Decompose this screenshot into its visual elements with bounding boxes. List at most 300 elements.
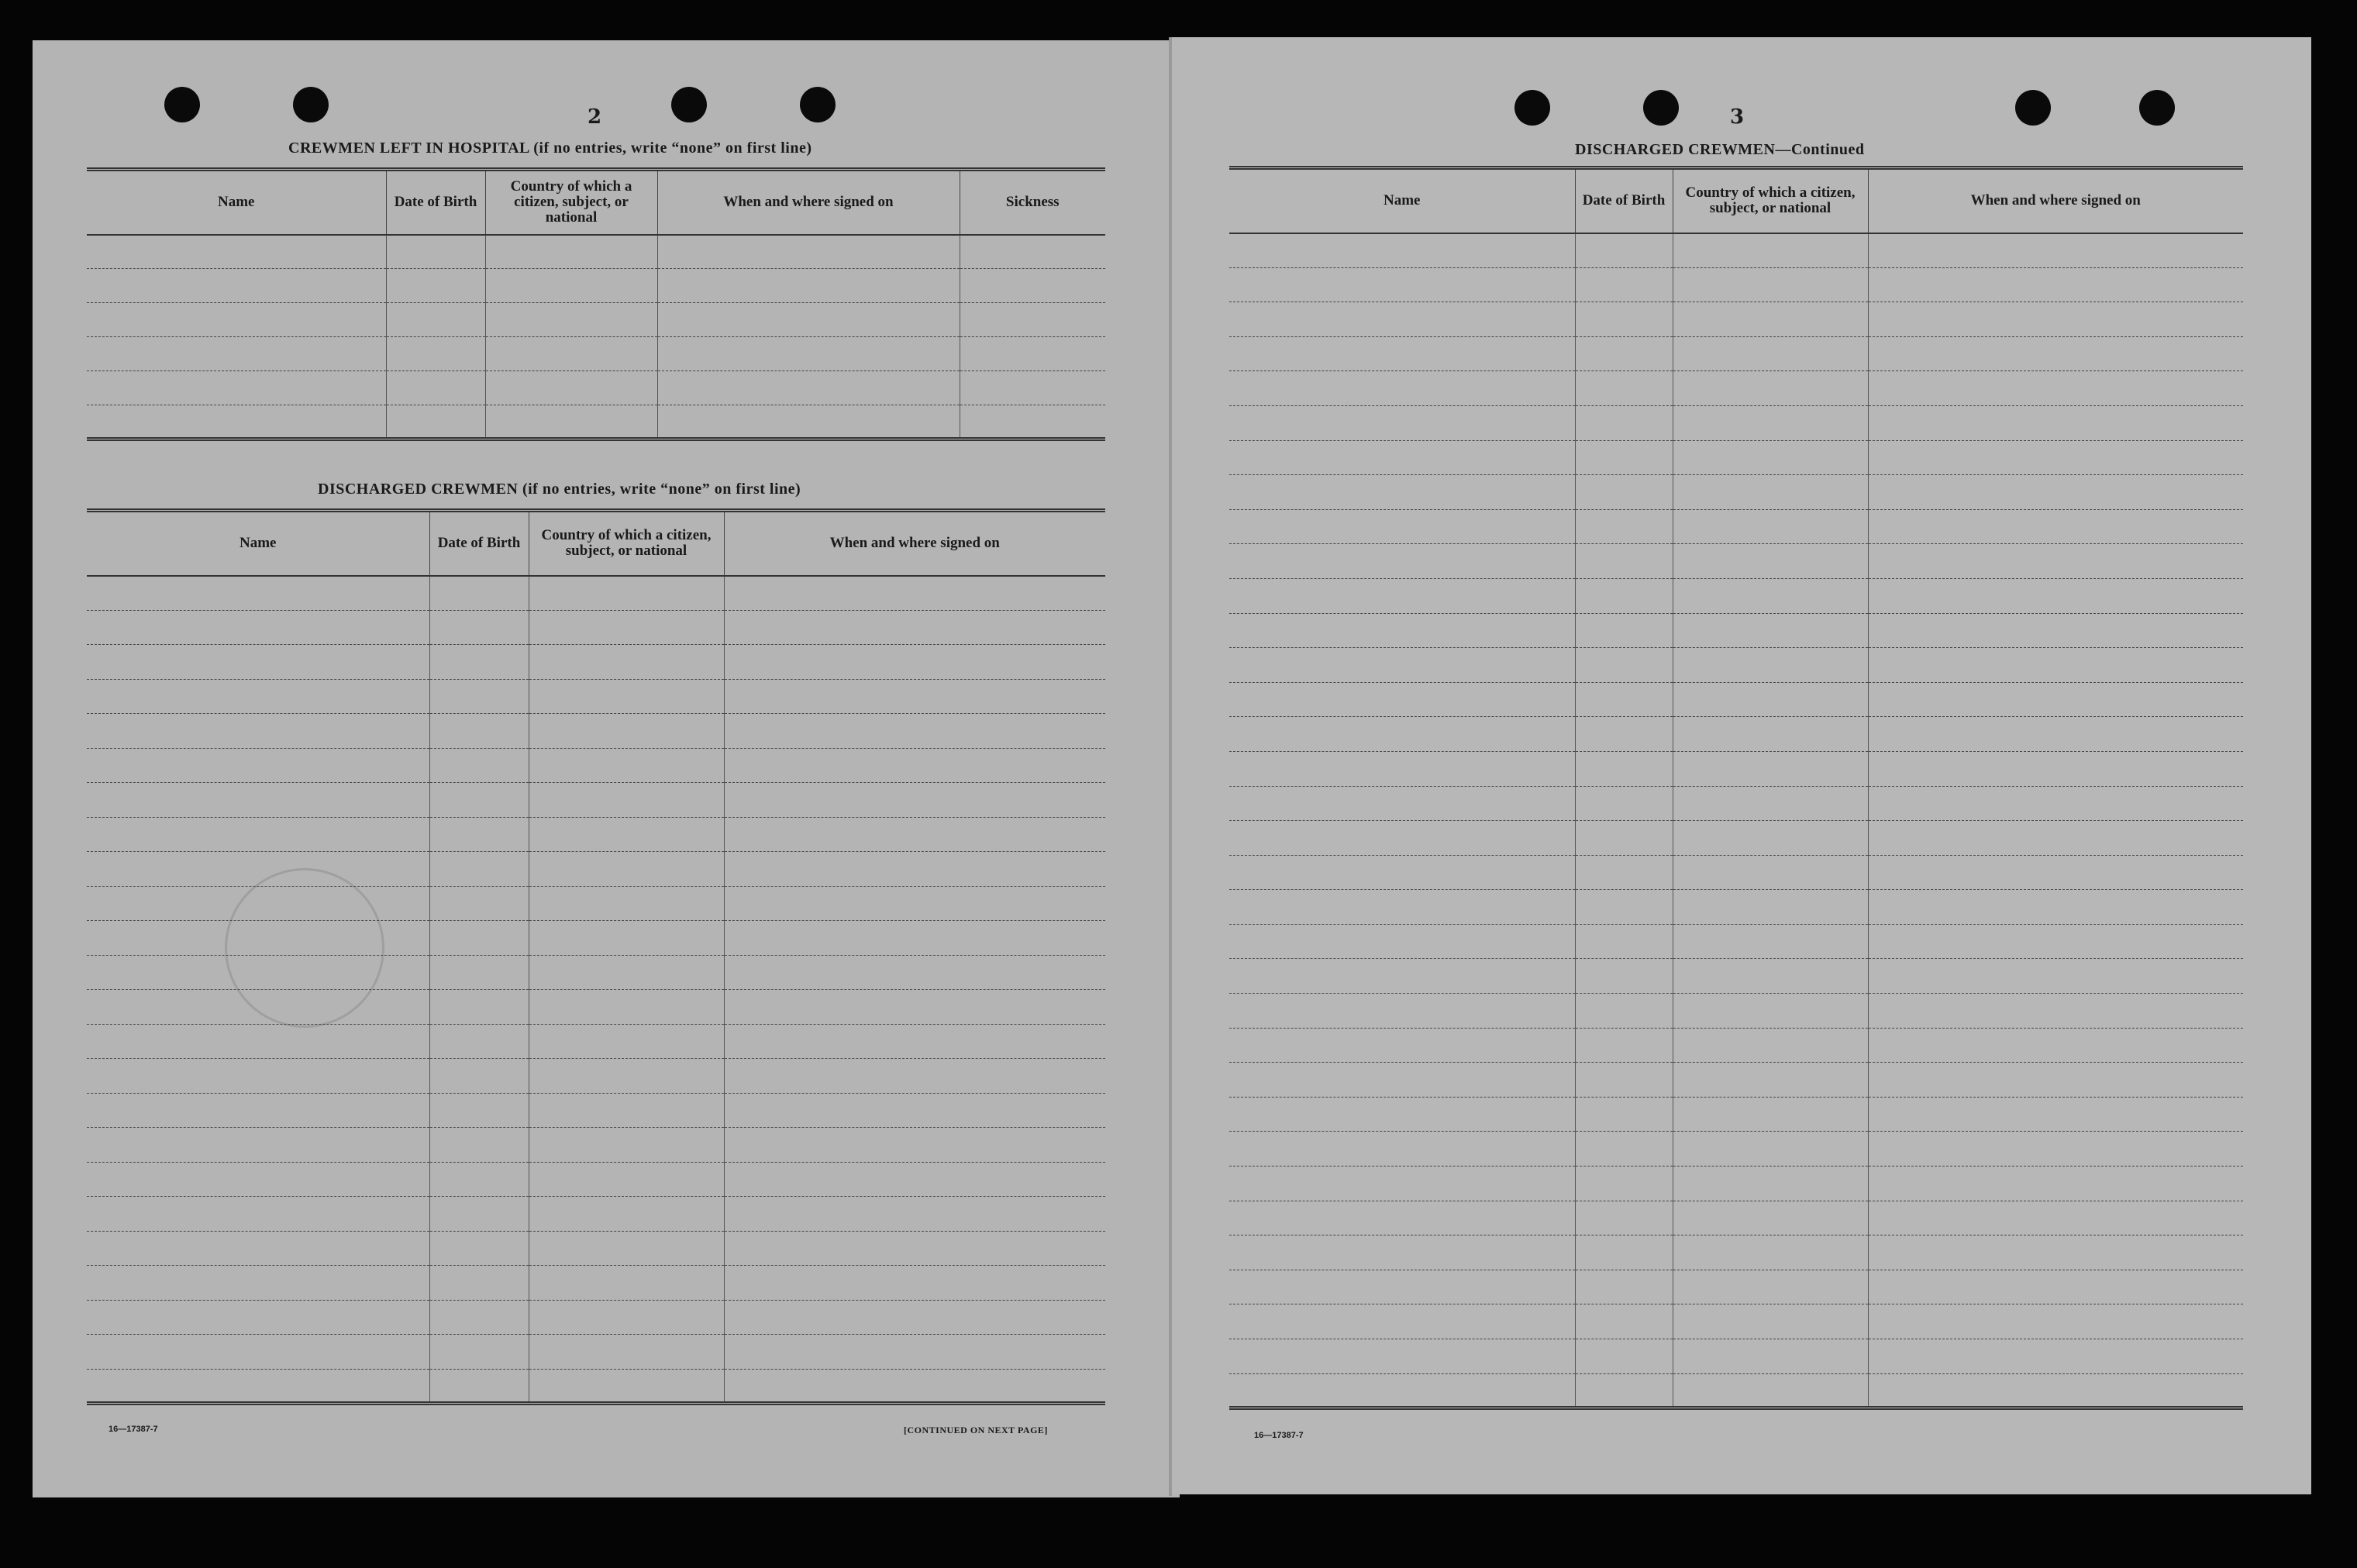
empty-cell <box>960 337 1105 371</box>
empty-cell <box>1673 1270 1868 1304</box>
table-row <box>1229 1132 2243 1167</box>
empty-cell <box>1868 1097 2243 1132</box>
table-row <box>87 1197 1105 1232</box>
table-row <box>1229 1270 2243 1304</box>
discharged-section-title: DISCHARGED CREWMEN (if no entries, write “none” on first line) <box>318 481 801 498</box>
empty-cell <box>529 1197 724 1232</box>
empty-cell <box>1575 648 1673 683</box>
empty-cell <box>1575 994 1673 1029</box>
empty-cell <box>529 852 724 887</box>
empty-cell <box>87 1093 429 1128</box>
empty-cell <box>1575 1063 1673 1098</box>
table-row <box>87 1059 1105 1094</box>
table-row <box>87 337 1105 371</box>
empty-cell <box>529 1059 724 1094</box>
empty-cell <box>1575 821 1673 856</box>
punch-hole <box>164 87 200 122</box>
empty-cell <box>1575 1270 1673 1304</box>
empty-cell <box>1868 371 2243 406</box>
empty-cell <box>1575 890 1673 925</box>
col-header-signed-on: When and where signed on <box>1868 168 2243 233</box>
empty-cell <box>657 269 960 303</box>
empty-cell <box>1575 405 1673 440</box>
punch-hole <box>293 87 329 122</box>
empty-cell <box>1673 475 1868 510</box>
col-header-name: Name <box>1229 168 1575 233</box>
empty-cell <box>1575 1132 1673 1167</box>
empty-cell <box>724 1162 1105 1197</box>
empty-cell <box>1575 682 1673 717</box>
empty-cell <box>1229 1132 1575 1167</box>
table-row <box>87 852 1105 887</box>
empty-cell <box>1229 682 1575 717</box>
empty-cell <box>485 405 657 439</box>
table-row <box>1229 786 2243 821</box>
punch-hole <box>671 87 707 122</box>
empty-cell <box>1229 544 1575 579</box>
empty-cell <box>87 955 429 990</box>
col-header-name: Name <box>87 170 386 235</box>
empty-cell <box>1229 1270 1575 1304</box>
empty-cell <box>1575 371 1673 406</box>
empty-cell <box>386 235 485 269</box>
empty-cell <box>87 610 429 645</box>
empty-cell <box>1868 302 2243 337</box>
empty-cell <box>1868 855 2243 890</box>
empty-cell <box>1673 1201 1868 1235</box>
empty-cell <box>1868 994 2243 1029</box>
empty-cell <box>529 1024 724 1059</box>
empty-cell <box>1575 1097 1673 1132</box>
empty-cell <box>1229 371 1575 406</box>
empty-cell <box>386 303 485 337</box>
table-row <box>1229 855 2243 890</box>
empty-cell <box>1229 267 1575 302</box>
table-row <box>1229 682 2243 717</box>
table-row <box>1229 544 2243 579</box>
empty-cell <box>529 576 724 611</box>
table-row <box>1229 336 2243 371</box>
empty-cell <box>1673 1167 1868 1201</box>
col-header-signed-on: When and where signed on <box>724 511 1105 576</box>
table-row <box>1229 509 2243 544</box>
empty-cell <box>386 371 485 405</box>
col-header-date-of-birth: Date of Birth <box>1575 168 1673 233</box>
empty-cell <box>1575 717 1673 752</box>
empty-cell <box>724 610 1105 645</box>
empty-cell <box>87 1231 429 1266</box>
empty-cell <box>87 576 429 611</box>
empty-cell <box>1229 233 1575 268</box>
table-row <box>1229 717 2243 752</box>
empty-cell <box>386 405 485 439</box>
table-row <box>87 1369 1105 1404</box>
empty-cell <box>1229 475 1575 510</box>
empty-cell <box>1868 648 2243 683</box>
empty-cell <box>429 610 529 645</box>
punch-hole <box>1643 90 1679 126</box>
table-row <box>1229 1339 2243 1374</box>
table-row <box>87 921 1105 956</box>
empty-cell <box>529 1231 724 1266</box>
empty-cell <box>429 1266 529 1301</box>
empty-cell <box>1229 440 1575 475</box>
empty-cell <box>529 886 724 921</box>
table-row <box>87 405 1105 439</box>
table-row <box>87 990 1105 1025</box>
table-row <box>87 1266 1105 1301</box>
empty-cell <box>1673 1339 1868 1374</box>
empty-cell <box>1575 1373 1673 1408</box>
empty-cell <box>87 886 429 921</box>
empty-cell <box>87 990 429 1025</box>
empty-cell <box>1229 648 1575 683</box>
empty-cell <box>724 1335 1105 1370</box>
empty-cell <box>429 886 529 921</box>
discharged-continued-title: DISCHARGED CREWMEN—Continued <box>1575 141 1865 158</box>
table-row <box>1229 1097 2243 1132</box>
empty-cell <box>1868 509 2243 544</box>
empty-cell <box>1229 924 1575 959</box>
empty-cell <box>1575 267 1673 302</box>
table-row <box>1229 924 2243 959</box>
empty-cell <box>429 990 529 1025</box>
empty-cell <box>1673 959 1868 994</box>
empty-cell <box>1868 1235 2243 1270</box>
empty-cell <box>429 817 529 852</box>
table-row <box>87 886 1105 921</box>
empty-cell <box>1673 302 1868 337</box>
empty-cell <box>429 1024 529 1059</box>
table-row <box>87 1162 1105 1197</box>
empty-cell <box>1673 1063 1868 1098</box>
col-header-date-of-birth: Date of Birth <box>429 511 529 576</box>
empty-cell <box>724 1059 1105 1094</box>
empty-cell <box>724 714 1105 749</box>
table-row <box>1229 267 2243 302</box>
empty-cell <box>1673 336 1868 371</box>
empty-cell <box>1673 405 1868 440</box>
empty-cell <box>1868 405 2243 440</box>
empty-cell <box>1868 1201 2243 1235</box>
table-row <box>1229 1373 2243 1408</box>
empty-cell <box>1868 233 2243 268</box>
empty-cell <box>1229 1028 1575 1063</box>
empty-cell <box>386 337 485 371</box>
table-row <box>1229 613 2243 648</box>
empty-cell <box>724 852 1105 887</box>
empty-cell <box>1229 1063 1575 1098</box>
table-row <box>1229 578 2243 613</box>
empty-cell <box>529 1335 724 1370</box>
empty-cell <box>1575 302 1673 337</box>
empty-cell <box>87 1024 429 1059</box>
empty-cell <box>429 1369 529 1404</box>
empty-cell <box>87 269 386 303</box>
empty-cell <box>429 714 529 749</box>
form-number: 16—17387-7 <box>109 1425 158 1434</box>
table-row <box>1229 648 2243 683</box>
empty-cell <box>1673 1097 1868 1132</box>
empty-cell <box>1229 1201 1575 1235</box>
empty-cell <box>529 714 724 749</box>
empty-cell <box>1868 1132 2243 1167</box>
empty-cell <box>1229 1339 1575 1374</box>
empty-cell <box>87 1128 429 1163</box>
empty-cell <box>724 1024 1105 1059</box>
table-row <box>1229 994 2243 1029</box>
empty-cell <box>529 1128 724 1163</box>
empty-cell <box>1673 890 1868 925</box>
table-row <box>1229 1201 2243 1235</box>
empty-cell <box>724 1369 1105 1404</box>
empty-cell <box>429 921 529 956</box>
empty-cell <box>87 817 429 852</box>
table-row <box>87 303 1105 337</box>
empty-cell <box>1229 613 1575 648</box>
empty-cell <box>529 1093 724 1128</box>
empty-cell <box>724 955 1105 990</box>
empty-cell <box>1868 786 2243 821</box>
empty-cell <box>529 748 724 783</box>
empty-cell <box>724 1197 1105 1232</box>
empty-cell <box>429 783 529 818</box>
empty-cell <box>724 576 1105 611</box>
empty-cell <box>657 337 960 371</box>
table-row <box>1229 821 2243 856</box>
empty-cell <box>429 748 529 783</box>
empty-cell <box>1575 751 1673 786</box>
empty-cell <box>1868 1270 2243 1304</box>
discharged-continued-table <box>1229 166 2243 1410</box>
empty-cell <box>1673 1373 1868 1408</box>
empty-cell <box>87 714 429 749</box>
empty-cell <box>1868 267 2243 302</box>
table-row <box>1229 1304 2243 1339</box>
empty-cell <box>1229 855 1575 890</box>
col-header-country: Country of which a citizen, subject, or national <box>1673 168 1868 233</box>
empty-cell <box>87 921 429 956</box>
empty-cell <box>1673 924 1868 959</box>
empty-cell <box>529 990 724 1025</box>
empty-cell <box>1673 371 1868 406</box>
continued-note: [CONTINUED ON NEXT PAGE] <box>904 1425 1048 1435</box>
table-row <box>1229 1235 2243 1270</box>
col-header-sickness: Sickness <box>960 170 1105 235</box>
punch-hole <box>800 87 836 122</box>
empty-cell <box>1673 1028 1868 1063</box>
empty-cell <box>1229 821 1575 856</box>
hospital-section-title: CREWMEN LEFT IN HOSPITAL (if no entries, write “none” on first line) <box>288 140 812 157</box>
col-header-country: Country of which a citizen, subject, or national <box>529 511 724 576</box>
empty-cell <box>1673 821 1868 856</box>
table-row <box>1229 371 2243 406</box>
empty-cell <box>485 337 657 371</box>
table-row <box>1229 405 2243 440</box>
empty-cell <box>1229 509 1575 544</box>
empty-cell <box>529 817 724 852</box>
empty-cell <box>724 1128 1105 1163</box>
empty-cell <box>529 1369 724 1404</box>
empty-cell <box>87 783 429 818</box>
empty-cell <box>1229 959 1575 994</box>
empty-cell <box>429 1093 529 1128</box>
page-fold <box>1169 37 1172 1496</box>
empty-cell <box>1575 613 1673 648</box>
empty-cell <box>1575 578 1673 613</box>
empty-cell <box>724 679 1105 714</box>
empty-cell <box>1229 1167 1575 1201</box>
empty-cell <box>960 269 1105 303</box>
empty-cell <box>87 679 429 714</box>
table-row <box>1229 751 2243 786</box>
empty-cell <box>1868 1304 2243 1339</box>
empty-cell <box>529 1300 724 1335</box>
empty-cell <box>724 748 1105 783</box>
empty-cell <box>1575 924 1673 959</box>
empty-cell <box>1229 1097 1575 1132</box>
empty-cell <box>1673 855 1868 890</box>
empty-cell <box>1868 544 2243 579</box>
empty-cell <box>1229 786 1575 821</box>
table-row <box>87 269 1105 303</box>
empty-cell <box>724 921 1105 956</box>
empty-cell <box>1673 1132 1868 1167</box>
col-header-country: Country of which a citizen, subject, or national <box>485 170 657 235</box>
empty-cell <box>1575 336 1673 371</box>
empty-cell <box>1575 1304 1673 1339</box>
empty-cell <box>960 371 1105 405</box>
table-row <box>87 714 1105 749</box>
empty-cell <box>1575 959 1673 994</box>
empty-cell <box>529 955 724 990</box>
empty-cell <box>1575 1201 1673 1235</box>
empty-cell <box>960 303 1105 337</box>
empty-cell <box>1673 717 1868 752</box>
empty-cell <box>1673 786 1868 821</box>
empty-cell <box>429 1197 529 1232</box>
hospital-table <box>87 167 1105 441</box>
empty-cell <box>529 783 724 818</box>
empty-cell <box>1868 924 2243 959</box>
empty-cell <box>87 1197 429 1232</box>
empty-cell <box>1673 613 1868 648</box>
empty-cell <box>657 303 960 337</box>
empty-cell <box>87 1162 429 1197</box>
empty-cell <box>1868 1063 2243 1098</box>
empty-cell <box>724 1266 1105 1301</box>
empty-cell <box>1575 855 1673 890</box>
empty-cell <box>1868 336 2243 371</box>
empty-cell <box>529 1266 724 1301</box>
empty-cell <box>724 817 1105 852</box>
empty-cell <box>1229 717 1575 752</box>
empty-cell <box>429 1162 529 1197</box>
empty-cell <box>1868 1373 2243 1408</box>
empty-cell <box>87 852 429 887</box>
punch-hole <box>1514 90 1550 126</box>
empty-cell <box>87 371 386 405</box>
empty-cell <box>1673 233 1868 268</box>
punch-hole <box>2139 90 2175 126</box>
empty-cell <box>1575 544 1673 579</box>
empty-cell <box>1575 475 1673 510</box>
empty-cell <box>1229 1304 1575 1339</box>
empty-cell <box>429 1128 529 1163</box>
empty-cell <box>1673 267 1868 302</box>
empty-cell <box>960 405 1105 439</box>
page-number: 2 <box>588 105 602 129</box>
empty-cell <box>1229 890 1575 925</box>
empty-cell <box>724 1093 1105 1128</box>
empty-cell <box>1229 1235 1575 1270</box>
empty-cell <box>657 371 960 405</box>
table-row <box>87 1300 1105 1335</box>
empty-cell <box>1575 233 1673 268</box>
empty-cell <box>1575 1235 1673 1270</box>
empty-cell <box>529 610 724 645</box>
empty-cell <box>1575 1167 1673 1201</box>
empty-cell <box>1868 1028 2243 1063</box>
empty-cell <box>429 852 529 887</box>
empty-cell <box>960 235 1105 269</box>
table-row <box>1229 1063 2243 1098</box>
table-row <box>1229 440 2243 475</box>
col-header-name: Name <box>87 511 429 576</box>
table-row <box>1229 1167 2243 1201</box>
table-row <box>87 748 1105 783</box>
empty-cell <box>485 235 657 269</box>
table-row <box>87 1231 1105 1266</box>
empty-cell <box>87 337 386 371</box>
empty-cell <box>1673 578 1868 613</box>
empty-cell <box>1229 405 1575 440</box>
empty-cell <box>1868 717 2243 752</box>
punch-hole <box>2015 90 2051 126</box>
empty-cell <box>87 235 386 269</box>
empty-cell <box>1229 336 1575 371</box>
empty-cell <box>1673 682 1868 717</box>
empty-cell <box>1575 786 1673 821</box>
empty-cell <box>1575 440 1673 475</box>
table-row <box>87 1024 1105 1059</box>
empty-cell <box>87 748 429 783</box>
empty-cell <box>657 235 960 269</box>
table-row <box>87 576 1105 611</box>
empty-cell <box>1868 1339 2243 1374</box>
table-row <box>87 610 1105 645</box>
empty-cell <box>485 371 657 405</box>
empty-cell <box>485 269 657 303</box>
empty-cell <box>529 921 724 956</box>
empty-cell <box>485 303 657 337</box>
empty-cell <box>1229 994 1575 1029</box>
empty-cell <box>724 1300 1105 1335</box>
empty-cell <box>386 269 485 303</box>
table-row <box>87 371 1105 405</box>
table-row <box>1229 233 2243 268</box>
empty-cell <box>429 679 529 714</box>
empty-cell <box>1575 509 1673 544</box>
table-row <box>87 1128 1105 1163</box>
table-row <box>87 679 1105 714</box>
empty-cell <box>724 886 1105 921</box>
col-header-date-of-birth: Date of Birth <box>386 170 485 235</box>
empty-cell <box>87 405 386 439</box>
empty-cell <box>1673 1235 1868 1270</box>
empty-cell <box>1229 578 1575 613</box>
table-row <box>1229 959 2243 994</box>
